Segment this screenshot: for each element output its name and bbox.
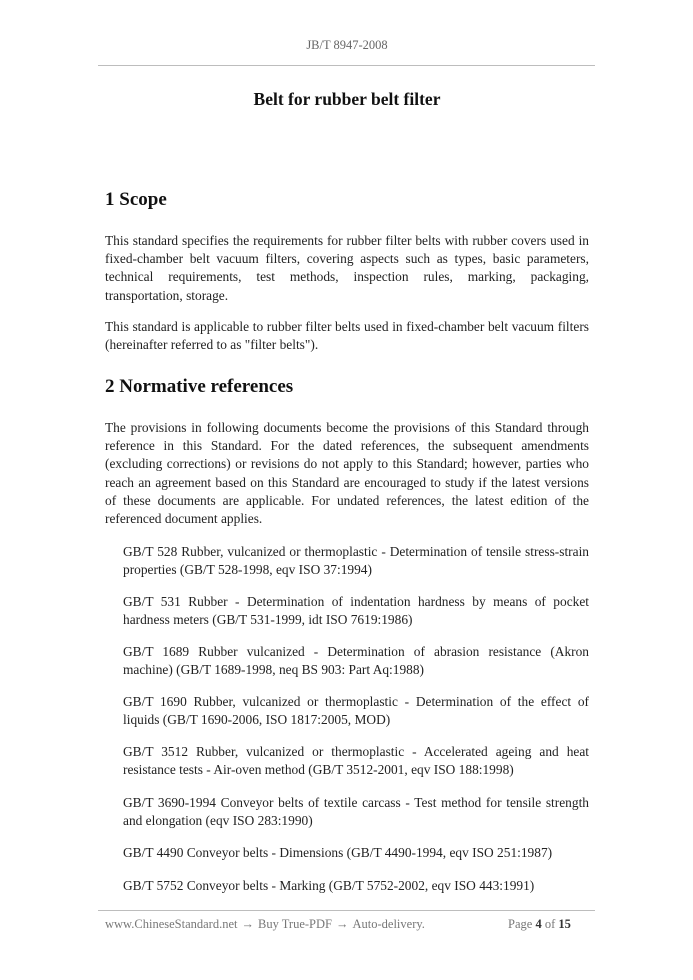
- footer-links: [105, 917, 425, 932]
- page-total: 15: [558, 917, 571, 931]
- page-indicator: [508, 917, 571, 932]
- scope-paragraph-2: This standard is applicable to rubber filter belts used in fixed-chamber belt vacuum filters (hereinafter referred to as "filter belts").: [105, 319, 589, 353]
- reference-item: GB/T 5752 Conveyor belts - Marking (GB/T 5752-2002, eqv ISO 443:1991): [123, 878, 535, 893]
- normative-references-paragraph: The provisions in following documents become the provisions of this Standard through reference in this Standard. For the dated references, the subsequent amendments (excluding corrections) or revisions do not apply to this Standard; however, parties who reach an agreement based on this Standard are encouraged to study if the latest versions of these documents are applicable. For undated references, the latest edition of the referenced document applies.: [105, 420, 589, 527]
- reference-item: GB/T 3690-1994 Conveyor belts of textile carcass - Test method for tensile strength and elongation (eqv ISO 283:1990): [123, 795, 589, 829]
- document-title: Belt for rubber belt filter: [253, 89, 441, 109]
- reference-item: GB/T 1689 Rubber vulcanized - Determination of abrasion resistance (Akron machine) (GB/T 1689-1998, neq BS 903: Part Aq:1988): [123, 644, 589, 678]
- buy-pdf-link[interactable]: Buy True-PDF: [258, 917, 332, 931]
- auto-delivery-text: Auto-delivery.: [352, 917, 425, 931]
- section-heading-scope: 1 Scope: [105, 189, 167, 210]
- of-word: of: [544, 917, 556, 931]
- reference-item: GB/T 528 Rubber, vulcanized or thermoplastic - Determination of tensile stress-strain properties (GB/T 528-1998, eqv ISO 37:1994): [123, 544, 589, 578]
- reference-item: GB/T 1690 Rubber, vulcanized or thermoplastic - Determination of the effect of liquids (GB/T 1690-2006, ISO 1817:2005, MOD): [123, 694, 589, 728]
- footer-divider: [98, 910, 595, 911]
- page-current: 4: [535, 917, 542, 931]
- section-heading-normative-references: 2 Normative references: [105, 376, 294, 397]
- arrow-right-icon: →: [336, 917, 349, 931]
- arrow-right-icon: →: [241, 917, 254, 931]
- site-link[interactable]: www.ChineseStandard.net: [105, 917, 238, 931]
- reference-item: GB/T 531 Rubber - Determination of indentation hardness by means of pocket hardness meters (GB/T 531-1999, idt ISO 7619:1986): [123, 594, 589, 628]
- reference-item: GB/T 4490 Conveyor belts - Dimensions (GB/T 4490-1994, eqv ISO 251:1987): [123, 845, 553, 860]
- scope-paragraph-1: This standard specifies the requirements for rubber filter belts with rubber covers used in fixed-chamber belt vacuum filters, covering aspects such as types, basic parameters, technical requirements, test methods, inspection rules, marking, packaging, transportation, storage.: [105, 233, 589, 303]
- reference-item: GB/T 3512 Rubber, vulcanized or thermoplastic - Accelerated ageing and heat resistance tests - Air-oven method (GB/T 3512-2001, eqv ISO 188:1998): [123, 744, 589, 778]
- header-divider: [98, 65, 595, 66]
- page-word: Page: [508, 917, 533, 931]
- running-header: JB/T 8947-2008: [306, 38, 388, 52]
